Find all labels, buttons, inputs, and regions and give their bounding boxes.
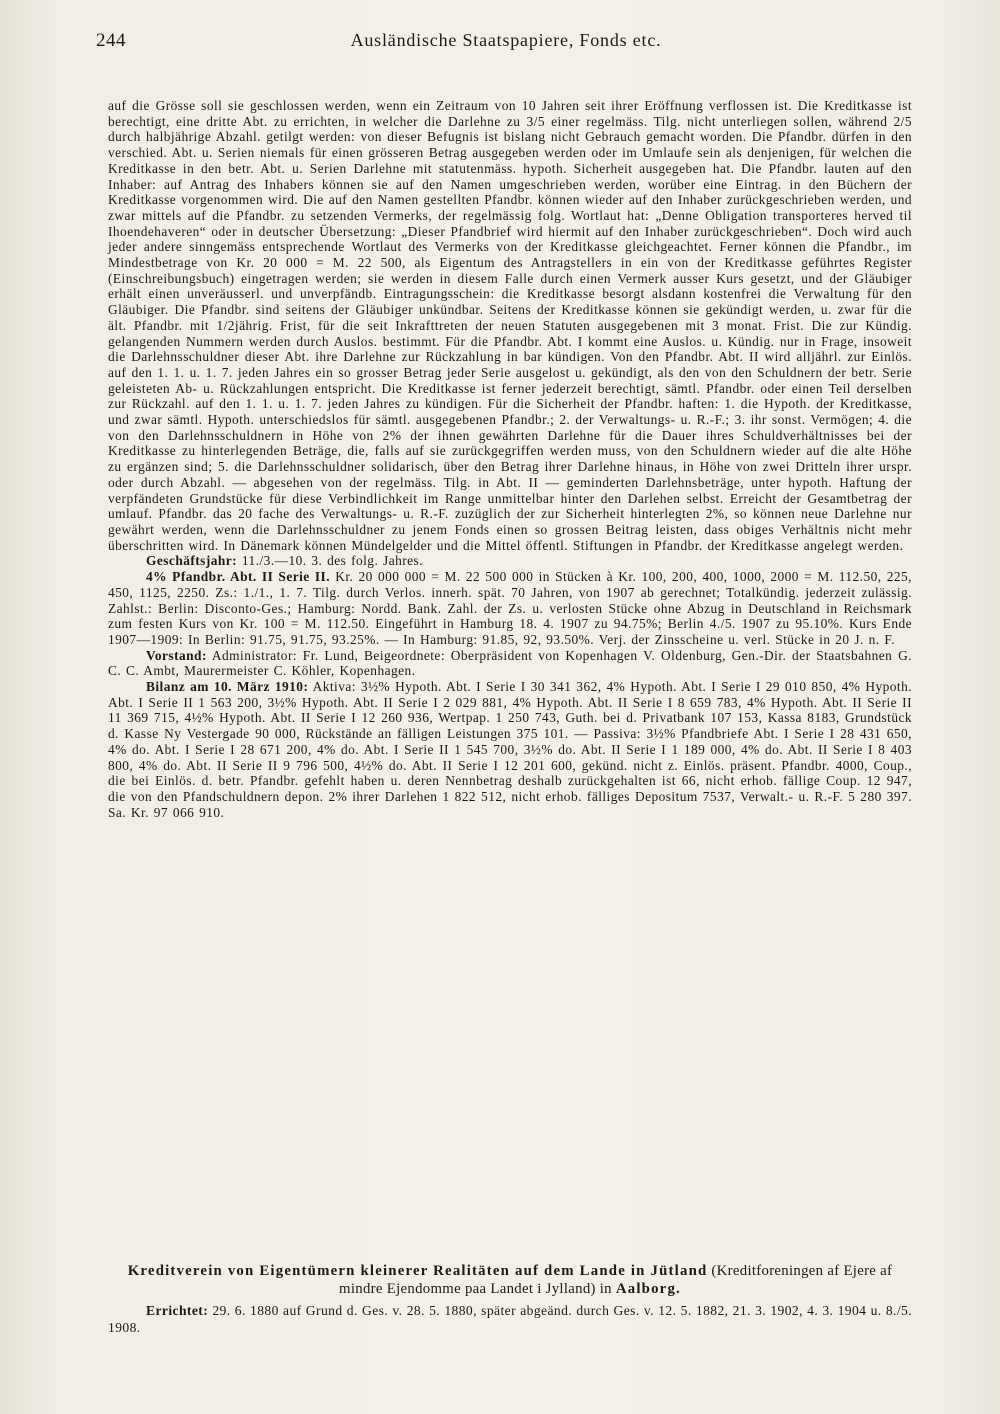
running-head — [96, 30, 916, 58]
entry-heading-bold: Kreditverein von Eigentümern kleinerer Realitäten auf dem Lande in Jütland — [127, 1263, 708, 1279]
new-entry-section — [108, 1262, 912, 1336]
founded-paragraph — [108, 1302, 912, 1336]
running-title: Ausländische Staatspapiere, Fonds etc. — [350, 30, 662, 50]
statutes-paragraph: auf die Grösse soll sie geschlossen werden, wenn ein Zeitraum von 10 Jahren seit ihrer Eröffnung verflossen ist. Die Kreditkasse ist berechtigt, eine dritte Abt. zu errichten, in welcher die Darlehne zu 3/5 einer regelmäss. Tilg. nicht unterliegen sollen, während 2/5 durch halbjährige Abzahl. getilgt werden: von dieser Befugnis ist bislang nicht Gebrauch gemacht worden. Die Pfandbr. dürfen in den verschied. Abt. u. Serien niemals für einen grösseren Betrag ausgegeben werden oder im Umlaufe sein als denjenigen, für welchen die Kreditkasse in den betr. Abt. u. Serien Darlehne mit statutenmäss. hypoth. Sicherheit ausgegeben hat. Die Pfandbr. lauten auf den Inhaber: auf Antrag des Inhabers können sie auf den Namen umgeschrieben werden, worüber eine Eintrag. in den Büchern der Kreditkasse vorgenommen wird. Die auf den Namen gestellten Pfandbr. können wieder auf den Inhaber zurückgeschrieben werden, und zwar mittels auf die Pfandbr. zu setzenden Vermerks, der regelmässig folg. Wortlaut hat: „Denne Obligation transporteres herved til Ihoendehaveren“ oder in deutscher Übersetzung: „Dieser Pfandbrief wird hiermit auf den Inhaber zurückgeschrieben“. Doch wird auch jeder andere sinngemäss entsprechende Wortlaut des Vermerks von der Kreditkasse gleichgeachtet. Ferner können die Pfandbr., im Mindestbetrage von Kr. 20 000 = M. 22 500, als Eigentum des Antragstellers in ein von der Kreditkasse geführtes Register (Einschreibungsbuch) eingetragen werden; sie werden in diesem Falle durch einen Vermerk ausser Kurs gesetzt, und der Gläubiger erhält einen unveräusserl. und unverpfändb. Eintragungsschein: die Kreditkasse besorgt alsdann kostenfrei die Verwaltung für den Gläubiger. Die Pfandbr. sind seitens der Gläubiger unkündbar. Seitens der Kreditkasse können sie gekündigt werden, u. zwar für die ält. Pfandbr. mit 1/2jährig. Frist, für die seit Inkrafttreten der neuen Statuten ausgegebenen mit 3 monat. Frist. Die zur Kündig. gelangenden Nummern werden durch Auslos. bestimmt. Für die Pfandbr. Abt. I kommt eine Auslos. u. Kündig. nur in Frage, insoweit die Darlehnsschuldner dieser Abt. ihre Darlehne zur Rückzahlung in bar kündigen. Von den Pfandbr. Abt. II wird alljährl. zur Einlös. auf den 1. 1. u. 1. 7. jeden Jahres ein so grosser Betrag jeder Serie ausgelost u. gekündigt, als den von den Schuldnern der betr. Serie geleisteten Ab- u. Rückzahlungen entspricht. Die Kreditkasse ist ferner jederzeit berechtigt, sämtl. Pfandbr. oder einen Teil derselben zur Rückzahl. auf den 1. 1. u. 1. 7. jeden Jahres zu kündigen. Für die Sicherheit der Pfandbr. haften: 1. die Hypoth. der Kreditkasse, und zwar sämtl. Hypoth. unterschiedslos für sämtl. ausgegebenen Pfandbr.; 2. der Verwaltungs- u. R.-F.; 3. ihr sonst. Vermögen; 4. die von den Darlehnsschuldnern in Höhe von 2% der ihnen gewährten Darlehne für die Dauer ihres Schuldverhältnisses bei der Kreditkasse zu hinterlegenden Beträge, die, falls auf sie zurückgegriffen werden muss, von den Schuldnern wieder auf die alte Höhe zu ergänzen sind; 5. die Darlehnsschuldner solidarisch, über den Betrag ihrer Darlehne hinaus, in Höhe von zwei Dritteln ihrer urspr. oder durch Abzahl. — abgesehen von der regelmäss. Tilg. in Abt. II — geminderten Darlehnsbeträge, unter hypoth. Haftung der verpfändeten Grundstücke für diese Verbindlichkeit im Range unmittelbar hinter den Darlehen selbst. Erreicht der Gesamtbetrag der umlauf. Pfandbr. das 20 fache des Verwaltungs- u. R.-F. zuzüglich der zur Sicherheit hinterlegten 2%, so können neue Darlehne nur gewährt werden, wenn die Darlehnsschuldner zu jenem Fonds einen so grossen Beitrag leisten, dass obiges Verhältnis nicht mehr überschritten wird. In Dänemark können Mündelgelder und die Mittel öffentl. Stiftungen in Pfandbr. der Kreditkasse angelegt werden. — [108, 98, 912, 553]
founded-label: Errichtet: — [146, 1303, 209, 1318]
bond-issue-paragraph — [108, 569, 912, 648]
fiscal-year-label: Geschäftsjahr: — [146, 553, 238, 569]
balance-paragraph — [108, 679, 912, 820]
fiscal-year-text: 11./3.—10. 3. des folg. Jahres. — [241, 553, 424, 569]
page-number: 244 — [96, 30, 126, 51]
board-text: Administrator: Fr. Lund, Beigeordnete: Oberpräsident von Kopenhagen V. Oldenburg, Gen.-Dir. der Staatsbahnen G. C. C. Ambt, Maurermeister C. Köhler, Kopenhagen. — [108, 647, 912, 679]
entry-heading — [108, 1262, 912, 1298]
entry-heading-danish: (Kreditforeningen af Ejere af mindre Ejendomme paa Landet i Jylland) in — [339, 1263, 893, 1297]
balance-label: Bilanz am 10. März 1910: — [146, 679, 309, 695]
board-paragraph — [108, 648, 912, 679]
bond-issue-label: 4% Pfandbr. Abt. II Serie II. — [146, 569, 331, 585]
fiscal-year-paragraph — [108, 553, 912, 569]
entry-heading-city: Aalborg. — [615, 1281, 681, 1297]
balance-text: Aktiva: 3½% Hypoth. Abt. I Serie I 30 341 362, 4% Hypoth. Abt. I Serie I 29 010 850, 4% Hypoth. Abt. I Serie II 1 563 200, 3½% Hypoth. Abt. II Serie I 2 029 881, 4% Hypoth. Abt. II Serie I 8 659 783, 4% Hypoth. Abt. II Serie II 11 369 715, 4½% Hypoth. Abt. II Serie I 12 260 936, Wertpap. 1 250 743, Guth. bei d. Privatbank 107 153, Kassa 8183, Grundstück d. Kasse Ny Vestergade 90 000, Rückstände an fälligen Leistungen 375 101. — Passiva: 3½% Pfandbriefe Abt. I Serie I 28 431 650, 4% do. Abt. I Serie I 28 671 200, 4% do. Abt. I Serie II 1 545 700, 3½% do. Abt. II Serie I 1 189 000, 4% do. Abt. II Serie I 8 403 800, 4% do. Abt. II Serie II 9 796 500, 4½% do. Abt. II Serie I 12 201 600, gekünd. nicht z. Einlös. präsent. Pfandbr. 4000, Coup., die bei Einlös. d. betr. Pfandbr. gefehlt haben u. deren Nennbetrag deshalb zurückgehalten ist 66, nicht erhob. fällige Coup. 12 947, die von den Pfandschuldnern depon. 2% ihrer Darlehen 1 822 512, nicht erhob. fälliges Depositum 7537, Verwalt.- u. R.-F. 5 280 397. Sa. Kr. 97 066 910. — [108, 679, 913, 820]
board-label: Vorstand: — [146, 647, 207, 663]
bond-issue-text: Kr. 20 000 000 = M. 22 500 000 in Stücken à Kr. 100, 200, 400, 1000, 2000 = M. 112.50, 225, 450, 1125, 2250. Zs.: 1./1., 1. 7. Tilg. durch Verlos. innerh. spät. 70 Jahren, von 1907 ab gerechnet; Totalkündig. jederzeit zulässig. Zahlst.: Berlin: Disconto-Ges.; Hamburg: Nordd. Bank. Zahl. der Zs. u. verlosten Stücke ohne Abzug in Deutschland in Reichsmark zum festen Kurs von Kr. 100 = M. 112.50. Eingeführt in Hamburg 18. 4. 1907 zu 94.75%; Berlin 4./5. 1907 zu 95.10%. Kurs Ende 1907—1909: In Berlin: 91.75, 91.75, 93.25%. — In Hamburg: 91.85, 92, 93.50%. Verj. der Zinsscheine u. verl. Stücke in 20 J. n. F. — [108, 569, 912, 647]
founded-text: 29. 6. 1880 auf Grund d. Ges. v. 28. 5. 1880, später abgeänd. durch Ges. v. 12. 5. 1882, 21. 3. 1902, 4. 3. 1904 u. 8./5. 1908. — [108, 1303, 912, 1335]
article-body — [108, 98, 912, 820]
